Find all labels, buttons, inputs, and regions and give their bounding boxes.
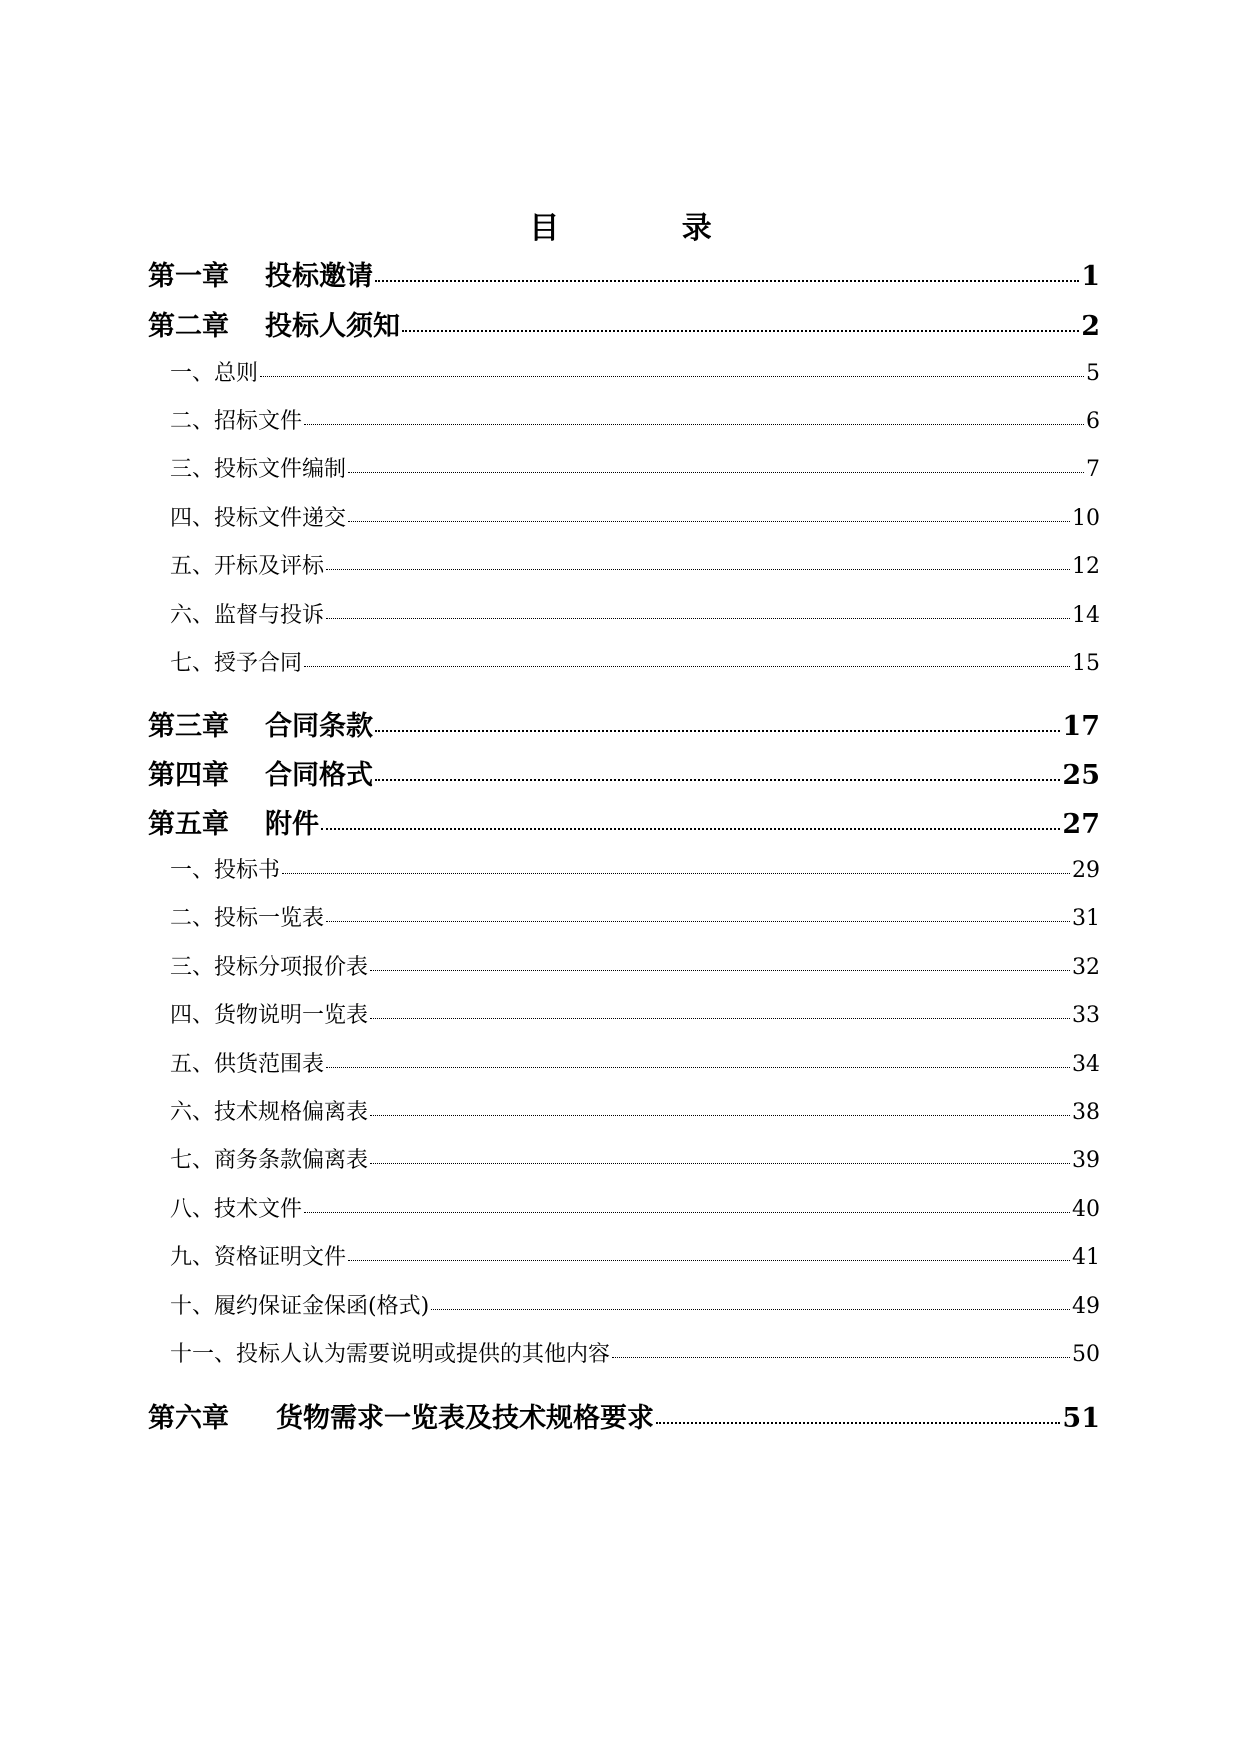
toc-entry-text: 附件 <box>265 809 319 840</box>
toc-entry-text: 货物需求一览表及技术规格要求 <box>276 1403 654 1434</box>
toc-entry-text: 四、货物说明一览表 <box>170 1003 369 1028</box>
toc-entry-section[interactable] <box>170 1097 1100 1125</box>
toc-entry-text: 十一、投标人认为需要说明或提供的其他内容 <box>170 1342 611 1367</box>
toc-entry-section[interactable] <box>170 1291 1100 1319</box>
toc-entry-text: 投标人须知 <box>265 311 400 342</box>
toc-chapter-number: 第三章 <box>148 711 229 742</box>
toc-dot-leader <box>375 708 1060 735</box>
toc-dot-leader <box>370 1097 1070 1119</box>
toc-dot-leader <box>348 454 1084 476</box>
toc-dot-leader <box>612 1339 1070 1361</box>
toc-dot-leader <box>304 1194 1070 1216</box>
toc-dot-leader <box>402 308 1079 335</box>
toc-dot-leader <box>656 1400 1060 1427</box>
toc-entry-text: 一、投标书 <box>170 858 281 883</box>
toc-entry-section[interactable] <box>170 648 1100 676</box>
toc-entry-section[interactable] <box>170 503 1100 531</box>
toc-entry-section[interactable] <box>170 855 1100 883</box>
toc-entry-text: 投标邀请 <box>265 261 373 292</box>
toc-dot-leader <box>370 1145 1070 1167</box>
toc-entry-text: 三、投标分项报价表 <box>170 955 369 980</box>
toc-page-number: 41 <box>1072 1245 1100 1270</box>
toc-entry-section[interactable] <box>170 454 1100 482</box>
toc-dot-leader <box>326 551 1070 573</box>
toc-entry-chapter-3[interactable] <box>148 708 1100 742</box>
toc-dot-leader <box>326 1049 1070 1071</box>
toc-entry-text: 七、商务条款偏离表 <box>170 1148 369 1173</box>
toc-entry-text: 合同格式 <box>265 760 373 791</box>
toc-entry-text: 五、开标及评标 <box>170 554 325 579</box>
toc-entry-section[interactable] <box>170 551 1100 579</box>
toc-entry-text: 六、监督与投诉 <box>170 603 325 628</box>
toc-page-number: 27 <box>1062 809 1100 840</box>
toc-page-number: 31 <box>1072 906 1100 931</box>
toc-entry-section[interactable] <box>170 1194 1100 1222</box>
toc-entry-section[interactable] <box>170 1242 1100 1270</box>
toc-entry-section[interactable] <box>170 1145 1100 1173</box>
toc-entry-text: 六、技术规格偏离表 <box>170 1100 369 1125</box>
toc-dot-leader <box>375 757 1060 784</box>
toc-dot-leader <box>304 648 1070 670</box>
toc-page-number: 25 <box>1062 760 1100 791</box>
toc-chapter-number: 第四章 <box>148 760 229 791</box>
toc-chapter-number: 第五章 <box>148 809 229 840</box>
toc-page-number: 39 <box>1072 1148 1100 1173</box>
toc-page-number: 7 <box>1086 457 1100 482</box>
toc-entry-section[interactable] <box>170 406 1100 434</box>
toc-dot-leader <box>348 1242 1070 1264</box>
toc-entry-chapter-4[interactable] <box>148 757 1100 791</box>
toc-entry-text: 十、履约保证金保函(格式) <box>170 1294 430 1319</box>
toc-entry-section[interactable] <box>170 1339 1100 1367</box>
toc-page-number: 38 <box>1072 1100 1100 1125</box>
toc-dot-leader <box>370 952 1070 974</box>
toc-entry-chapter-5[interactable] <box>148 806 1100 840</box>
toc-page-number: 51 <box>1062 1403 1100 1434</box>
toc-entry-text: 四、投标文件递交 <box>170 506 347 531</box>
toc-page-number: 17 <box>1062 711 1100 742</box>
toc-entry-section[interactable] <box>170 358 1100 386</box>
toc-dot-leader <box>370 1000 1070 1022</box>
toc-chapter-number: 第二章 <box>148 311 229 342</box>
toc-page-number: 14 <box>1072 603 1100 628</box>
toc-page-number: 12 <box>1072 554 1100 579</box>
toc-entry-text: 合同条款 <box>265 711 373 742</box>
toc-page-number: 40 <box>1072 1197 1100 1222</box>
toc-page-number: 10 <box>1072 506 1100 531</box>
toc-entry-text: 二、投标一览表 <box>170 906 325 931</box>
toc-chapter-number: 第六章 <box>148 1403 229 1434</box>
page-title: 目 录 <box>529 211 768 246</box>
toc-entry-text: 九、资格证明文件 <box>170 1245 347 1270</box>
toc-entry-section[interactable] <box>170 952 1100 980</box>
toc-page-number: 33 <box>1072 1003 1100 1028</box>
toc-page-number: 29 <box>1072 858 1100 883</box>
toc-page-number: 6 <box>1086 409 1100 434</box>
toc-entry-text: 五、供货范围表 <box>170 1052 325 1077</box>
toc-entry-section[interactable] <box>170 903 1100 931</box>
toc-entry-text: 八、技术文件 <box>170 1197 303 1222</box>
toc-dot-leader <box>348 503 1070 525</box>
toc-page-number: 50 <box>1072 1342 1100 1367</box>
toc-dot-leader <box>304 406 1084 428</box>
toc-entry-text: 三、投标文件编制 <box>170 457 347 482</box>
toc-dot-leader <box>260 358 1084 380</box>
toc-entry-chapter-1[interactable] <box>148 258 1100 292</box>
toc-entry-text: 一、总则 <box>170 361 259 386</box>
toc-page-number: 34 <box>1072 1052 1100 1077</box>
toc-page-number: 49 <box>1072 1294 1100 1319</box>
toc-dot-leader <box>321 806 1060 833</box>
toc-entry-text: 七、授予合同 <box>170 651 303 676</box>
toc-page-number: 32 <box>1072 955 1100 980</box>
toc-entry-section[interactable] <box>170 1000 1100 1028</box>
toc-dot-leader <box>375 258 1079 285</box>
toc-chapter-number: 第一章 <box>148 261 229 292</box>
toc-entry-chapter-2[interactable] <box>148 308 1100 342</box>
toc-dot-leader <box>326 903 1070 925</box>
toc-dot-leader <box>326 600 1070 622</box>
toc-dot-leader <box>282 855 1070 877</box>
toc-dot-leader <box>431 1291 1070 1313</box>
toc-entry-section[interactable] <box>170 1049 1100 1077</box>
toc-page-number: 1 <box>1081 261 1100 292</box>
toc-page-number: 15 <box>1072 651 1100 676</box>
toc-entry-section[interactable] <box>170 600 1100 628</box>
toc-entry-chapter-6[interactable] <box>148 1400 1100 1434</box>
toc-entry-text: 二、招标文件 <box>170 409 303 434</box>
toc-page-number: 5 <box>1086 361 1100 386</box>
toc-page-number: 2 <box>1081 311 1100 342</box>
